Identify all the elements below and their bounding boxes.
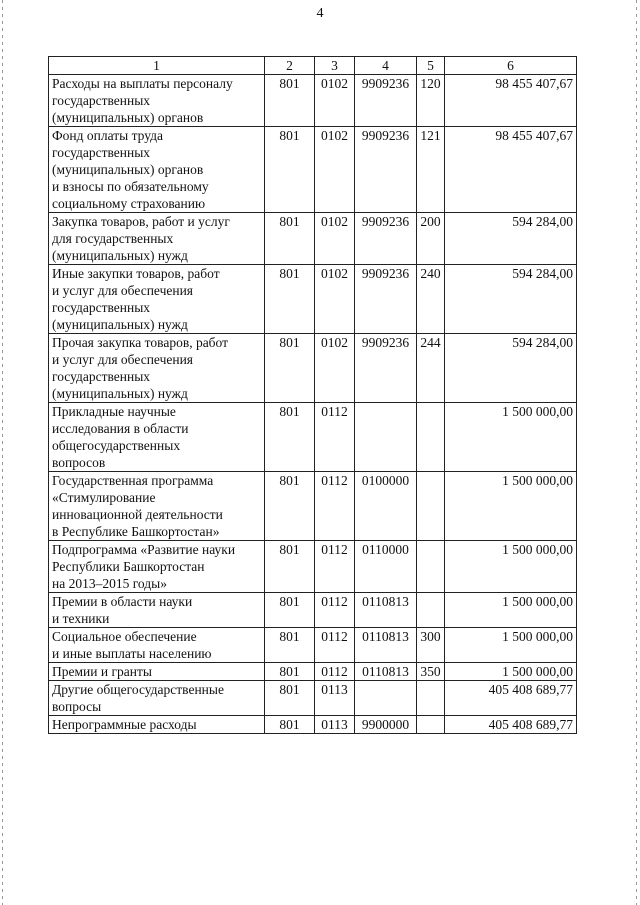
amount-cell: 594 284,00: [445, 265, 577, 334]
amount-cell: 594 284,00: [445, 213, 577, 265]
target-article-cell: 0100000: [355, 472, 417, 541]
table-row: [49, 265, 577, 334]
amount-cell: 1 500 000,00: [445, 663, 577, 681]
row-name-cell: [49, 628, 265, 663]
row-name-cell: [49, 681, 265, 716]
column-header: 3: [315, 57, 355, 75]
section-code-cell: 0102: [315, 213, 355, 265]
amount-cell: 405 408 689,77: [445, 716, 577, 734]
row-name-text: Расходы на выплаты персоналу государственных (муниципальных) органов: [52, 76, 233, 125]
target-article-cell: 9909236: [355, 213, 417, 265]
section-code-cell: 0102: [315, 265, 355, 334]
row-name-text: Прочая закупка товаров, работ и услуг для обеспечения государственных (муниципальных) нужд: [52, 335, 229, 401]
target-article-cell: [355, 403, 417, 472]
expense-type-cell: 240: [417, 265, 445, 334]
row-name-cell: [49, 265, 265, 334]
scan-edge-left: [2, 0, 3, 905]
table-header-row: [49, 57, 577, 75]
row-name-cell: [49, 716, 265, 734]
expense-type-cell: [417, 403, 445, 472]
ministry-code-cell: 801: [265, 541, 315, 593]
expense-type-cell: [417, 716, 445, 734]
target-article-cell: 9909236: [355, 265, 417, 334]
target-article-cell: 0110813: [355, 593, 417, 628]
table-row: [49, 593, 577, 628]
row-name-text: Подпрограмма «Развитие науки Республики Башкортостан на 2013–2015 годы»: [52, 542, 236, 591]
table-row: [49, 127, 577, 213]
table-row: [49, 472, 577, 541]
ministry-code-cell: 801: [265, 681, 315, 716]
section-code-cell: 0112: [315, 628, 355, 663]
row-name-cell: [49, 593, 265, 628]
ministry-code-cell: 801: [265, 403, 315, 472]
row-name-text: Закупка товаров, работ и услуг для государственных (муниципальных) нужд: [52, 214, 230, 263]
expense-type-cell: [417, 541, 445, 593]
target-article-cell: 0110813: [355, 663, 417, 681]
ministry-code-cell: 801: [265, 663, 315, 681]
target-article-cell: 9909236: [355, 75, 417, 127]
section-code-cell: 0113: [315, 681, 355, 716]
amount-cell: 98 455 407,67: [445, 75, 577, 127]
section-code-cell: 0102: [315, 127, 355, 213]
section-code-cell: 0102: [315, 334, 355, 403]
section-code-cell: 0102: [315, 75, 355, 127]
table-row: [49, 541, 577, 593]
column-header: 4: [355, 57, 417, 75]
row-name-cell: [49, 472, 265, 541]
row-name-cell: [49, 663, 265, 681]
row-name-cell: [49, 334, 265, 403]
expense-type-cell: [417, 681, 445, 716]
row-name-cell: [49, 213, 265, 265]
scan-edge-right: [636, 0, 637, 905]
table-row: [49, 716, 577, 734]
column-header: 5: [417, 57, 445, 75]
table-row: [49, 75, 577, 127]
row-name-cell: [49, 127, 265, 213]
expense-type-cell: 300: [417, 628, 445, 663]
ministry-code-cell: 801: [265, 716, 315, 734]
table-row: [49, 663, 577, 681]
budget-table: [48, 56, 577, 734]
target-article-cell: 9909236: [355, 127, 417, 213]
target-article-cell: [355, 681, 417, 716]
column-header: 2: [265, 57, 315, 75]
table-row: [49, 681, 577, 716]
target-article-cell: 0110813: [355, 628, 417, 663]
target-article-cell: 9909236: [355, 334, 417, 403]
section-code-cell: 0112: [315, 541, 355, 593]
row-name-text: Фонд оплаты труда государственных (муниципальных) органов и взносы по обязательному социальному страхованию: [52, 128, 209, 211]
amount-cell: 1 500 000,00: [445, 472, 577, 541]
ministry-code-cell: 801: [265, 593, 315, 628]
table-row: [49, 213, 577, 265]
row-name-text: Непрограммные расходы: [52, 717, 197, 732]
row-name-text: Иные закупки товаров, работ и услуг для обеспечения государственных (муниципальных) нужд: [52, 266, 220, 332]
amount-cell: 1 500 000,00: [445, 403, 577, 472]
row-name-text: Премии и гранты: [52, 664, 152, 679]
amount-cell: 1 500 000,00: [445, 541, 577, 593]
section-code-cell: 0112: [315, 472, 355, 541]
expense-type-cell: [417, 593, 445, 628]
target-article-cell: 9900000: [355, 716, 417, 734]
amount-cell: 98 455 407,67: [445, 127, 577, 213]
ministry-code-cell: 801: [265, 265, 315, 334]
target-article-cell: 0110000: [355, 541, 417, 593]
row-name-cell: [49, 75, 265, 127]
section-code-cell: 0112: [315, 663, 355, 681]
row-name-text: Другие общегосударственные вопросы: [52, 682, 224, 714]
row-name-text: Премии в области науки и техники: [52, 594, 193, 626]
row-name-text: Прикладные научные исследования в области общегосударственных вопросов: [52, 404, 189, 470]
row-name-text: Государственная программа «Стимулирование инновационной деятельности в Республике Башкортостан»: [52, 473, 223, 539]
row-name-cell: [49, 403, 265, 472]
amount-cell: 594 284,00: [445, 334, 577, 403]
ministry-code-cell: 801: [265, 334, 315, 403]
expense-type-cell: 200: [417, 213, 445, 265]
ministry-code-cell: 801: [265, 127, 315, 213]
table-row: [49, 334, 577, 403]
expense-type-cell: [417, 472, 445, 541]
amount-cell: 405 408 689,77: [445, 681, 577, 716]
section-code-cell: 0113: [315, 716, 355, 734]
ministry-code-cell: 801: [265, 213, 315, 265]
row-name-text: Социальное обеспечение и иные выплаты населению: [52, 629, 212, 661]
expense-type-cell: 350: [417, 663, 445, 681]
row-name-cell: [49, 541, 265, 593]
section-code-cell: 0112: [315, 403, 355, 472]
ministry-code-cell: 801: [265, 75, 315, 127]
table-row: [49, 403, 577, 472]
amount-cell: 1 500 000,00: [445, 628, 577, 663]
ministry-code-cell: 801: [265, 472, 315, 541]
expense-type-cell: 244: [417, 334, 445, 403]
ministry-code-cell: 801: [265, 628, 315, 663]
column-header: 6: [445, 57, 577, 75]
expense-type-cell: 120: [417, 75, 445, 127]
page-number: 4: [316, 6, 324, 21]
column-header: 1: [49, 57, 265, 75]
amount-cell: 1 500 000,00: [445, 593, 577, 628]
section-code-cell: 0112: [315, 593, 355, 628]
expense-type-cell: 121: [417, 127, 445, 213]
table-row: [49, 628, 577, 663]
